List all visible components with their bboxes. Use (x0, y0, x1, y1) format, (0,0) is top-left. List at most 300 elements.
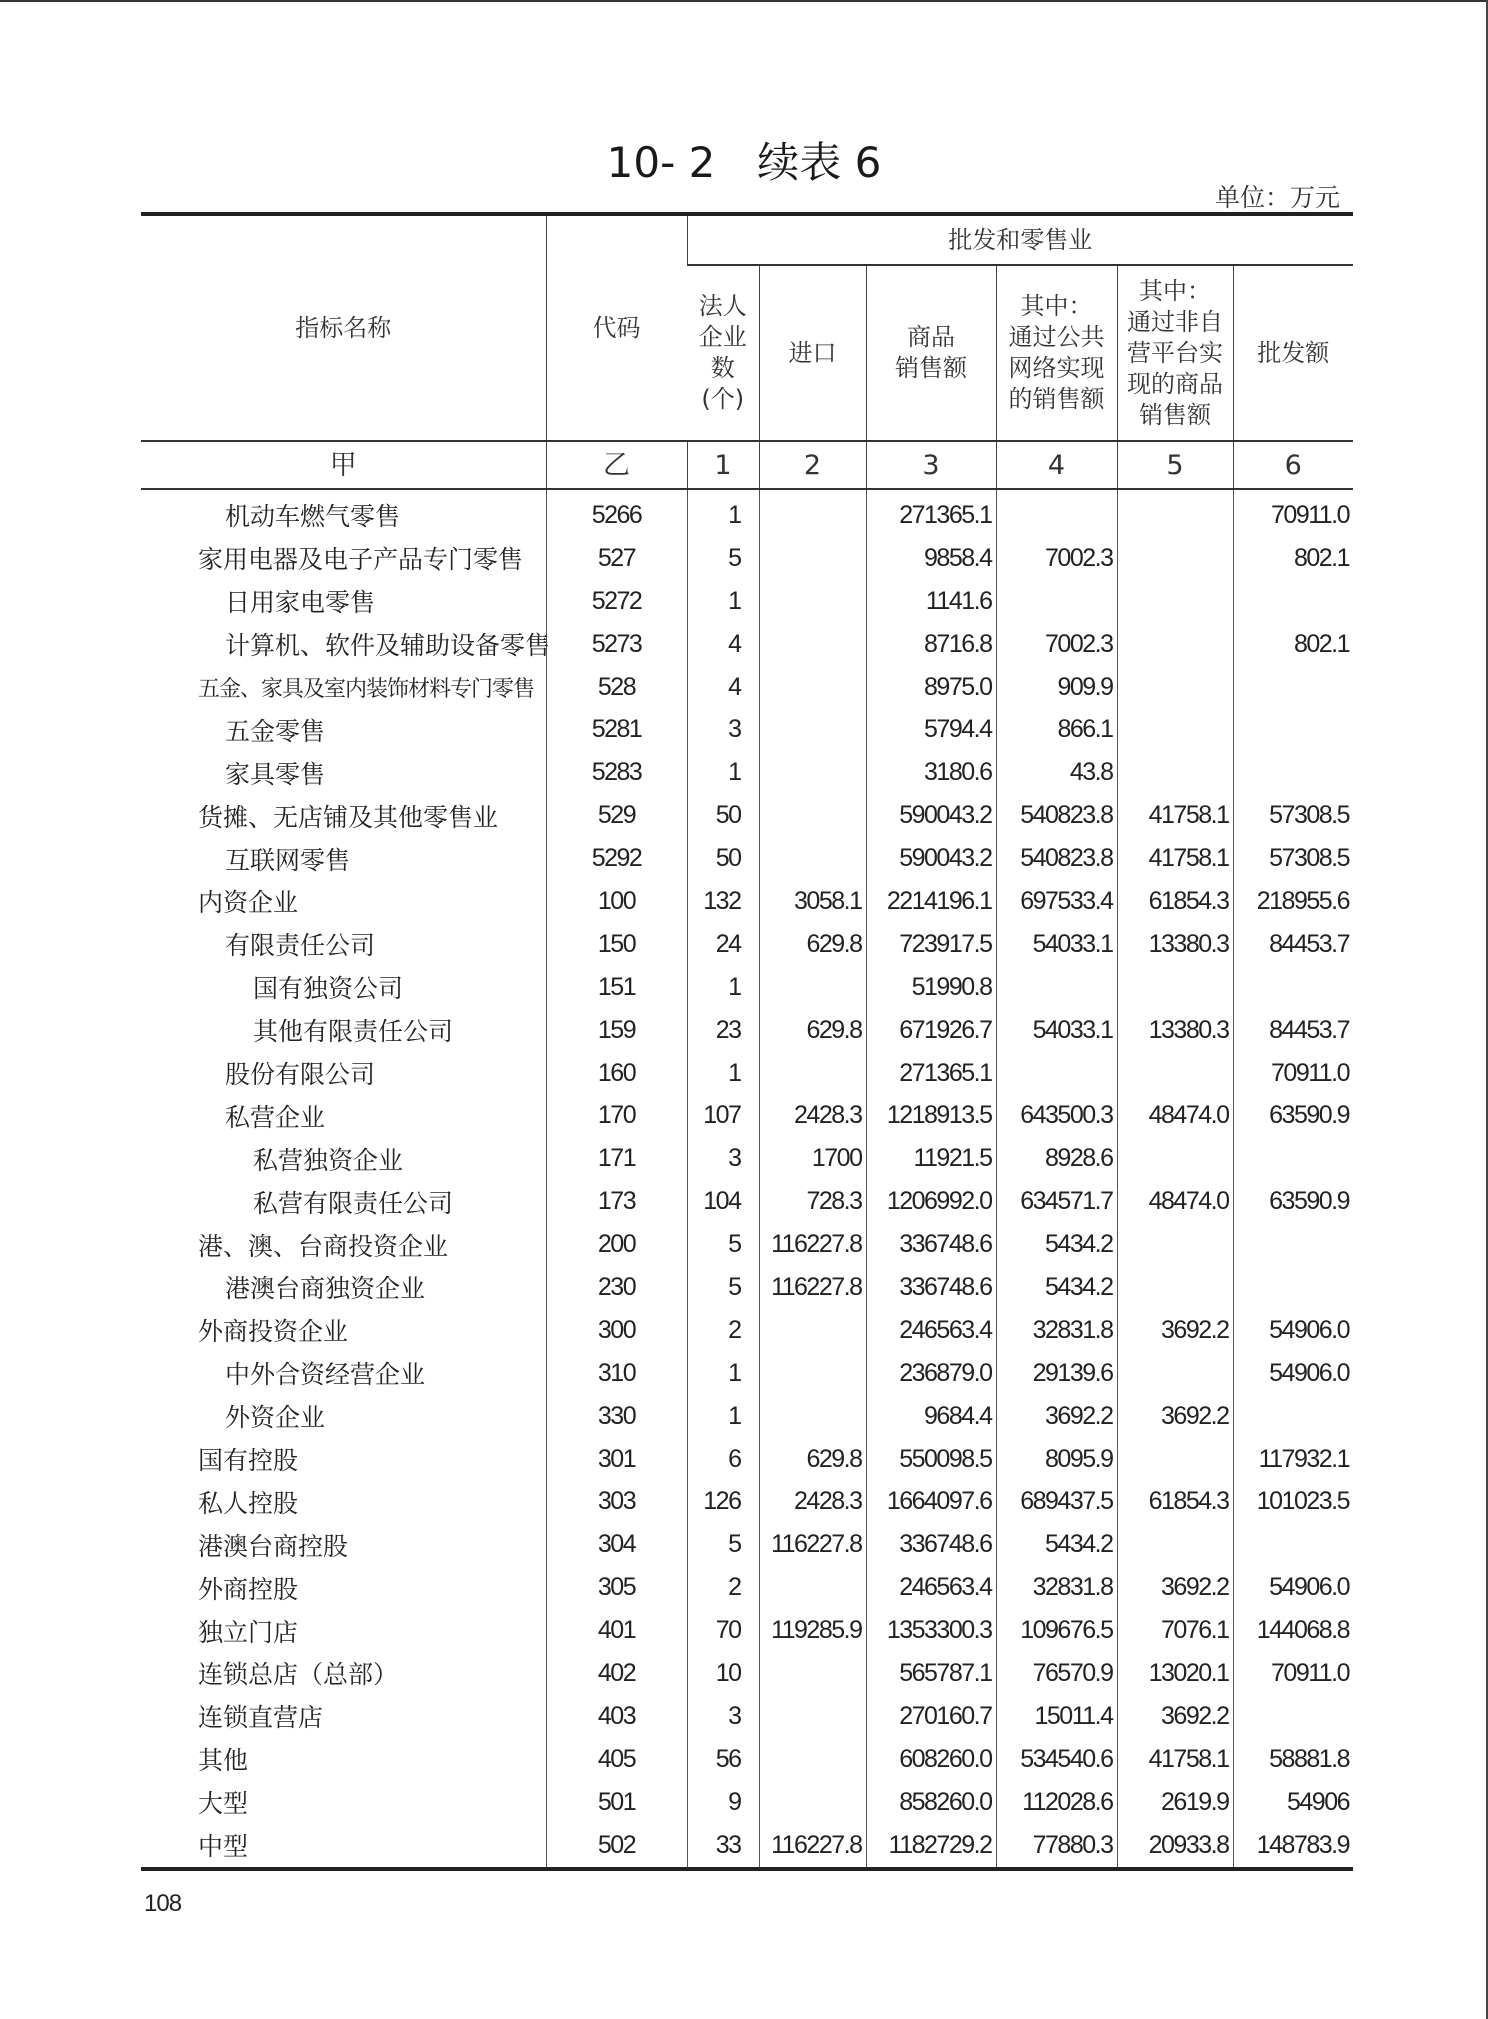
cell-col-5: 3692.2 (1117, 1395, 1233, 1438)
cell-col-3: 608260.0 (866, 1738, 996, 1781)
header-online-sales (996, 265, 1117, 441)
table-row (141, 880, 1353, 923)
cell-col-2: 728.3 (759, 1180, 866, 1223)
cell-col-1: 126 (687, 1480, 759, 1523)
cell-col-6: 802.1 (1233, 623, 1353, 666)
cell-col-3: 246563.4 (866, 1566, 996, 1609)
cell-col-4: 32831.8 (996, 1566, 1117, 1609)
header-line: 营平台实 (1127, 338, 1223, 367)
cell-col-6: 54906.0 (1233, 1566, 1353, 1609)
cell-col-4: 77880.3 (996, 1824, 1117, 1869)
cell-col-1: 24 (687, 923, 759, 966)
cell-col-6 (1233, 708, 1353, 751)
index-cell: 甲 (141, 441, 546, 489)
table-row (141, 1137, 1353, 1180)
table-row (141, 751, 1353, 794)
cell-col-6 (1233, 1695, 1353, 1738)
row-name: 国有独资公司 (253, 974, 404, 1004)
cell-col-3: 271365.1 (866, 1052, 996, 1095)
row-code: 527 (546, 537, 687, 580)
table-row (141, 923, 1353, 966)
row-name: 外商控股 (198, 1574, 299, 1604)
cell-col-3: 51990.8 (866, 966, 996, 1009)
header-line: 销售额 (895, 354, 967, 382)
header-code: 代码 (546, 214, 687, 441)
row-name: 其他有限责任公司 (253, 1017, 454, 1047)
cell-col-1: 4 (687, 666, 759, 709)
statistics-table (141, 212, 1353, 1871)
row-name: 连锁直营店 (198, 1703, 324, 1733)
cell-col-3: 590043.2 (866, 837, 996, 880)
cell-col-2 (759, 1566, 866, 1609)
table-row (141, 1309, 1353, 1352)
cell-col-3: 2214196.1 (866, 880, 996, 923)
row-name: 港澳台商独资企业 (225, 1274, 426, 1304)
table-row (141, 966, 1353, 1009)
cell-col-1: 3 (687, 708, 759, 751)
cell-col-3: 9858.4 (866, 537, 996, 580)
row-name: 计算机、软件及辅助设备零售 (225, 631, 551, 661)
cell-col-1: 50 (687, 794, 759, 837)
cell-col-5 (1117, 489, 1233, 537)
header-line: 数 (710, 354, 735, 382)
cell-col-5: 41758.1 (1117, 794, 1233, 837)
row-code: 528 (546, 666, 687, 709)
row-name: 私营独资企业 (253, 1145, 404, 1175)
cell-col-2: 3058.1 (759, 880, 866, 923)
cell-col-3: 270160.7 (866, 1695, 996, 1738)
table-header (141, 214, 1353, 489)
cell-col-1: 1 (687, 751, 759, 794)
table-row (141, 666, 1353, 709)
cell-col-3: 858260.0 (866, 1781, 996, 1824)
cell-col-2 (759, 580, 866, 623)
cell-col-2: 629.8 (759, 1438, 866, 1481)
cell-col-4: 534540.6 (996, 1738, 1117, 1781)
cell-col-1: 5 (687, 1223, 759, 1266)
cell-col-4: 540823.8 (996, 837, 1117, 880)
cell-col-1: 5 (687, 1523, 759, 1566)
cell-col-2: 2428.3 (759, 1480, 866, 1523)
cell-col-5 (1117, 1223, 1233, 1266)
table-row (141, 537, 1353, 580)
cell-col-4: 29139.6 (996, 1352, 1117, 1395)
index-cell: 1 (687, 441, 759, 489)
cell-col-2 (759, 1052, 866, 1095)
cell-col-6 (1233, 1266, 1353, 1309)
cell-col-3: 8716.8 (866, 623, 996, 666)
table-row (141, 1824, 1353, 1869)
header-platform-sales (1117, 265, 1233, 441)
row-code: 5292 (546, 837, 687, 880)
cell-col-1: 2 (687, 1309, 759, 1352)
row-code: 5273 (546, 623, 687, 666)
row-code: 151 (546, 966, 687, 1009)
cell-col-2 (759, 666, 866, 709)
cell-col-4: 109676.5 (996, 1609, 1117, 1652)
cell-col-1: 2 (687, 1566, 759, 1609)
header-indicator-name: 指标名称 (141, 214, 546, 441)
header-line: 法人 (698, 292, 747, 320)
cell-col-2 (759, 1738, 866, 1781)
row-code: 200 (546, 1223, 687, 1266)
cell-col-6 (1233, 666, 1353, 709)
cell-col-5: 3692.2 (1117, 1566, 1233, 1609)
cell-col-3: 1664097.6 (866, 1480, 996, 1523)
table-row (141, 1009, 1353, 1052)
cell-col-4: 8928.6 (996, 1137, 1117, 1180)
row-code: 502 (546, 1824, 687, 1869)
cell-col-3: 1206992.0 (866, 1180, 996, 1223)
row-code: 5266 (546, 489, 687, 537)
cell-col-4: 634571.7 (996, 1180, 1117, 1223)
header-wholesale (1233, 265, 1353, 441)
table-row (141, 1180, 1353, 1223)
row-code: 403 (546, 1695, 687, 1738)
cell-col-4: 15011.4 (996, 1695, 1117, 1738)
header-line: 商品 (907, 323, 955, 351)
cell-col-6: 57308.5 (1233, 837, 1353, 880)
cell-col-5 (1117, 1266, 1233, 1309)
unit-label: 单位：万元 (1214, 183, 1340, 212)
row-name: 家具零售 (225, 759, 326, 789)
header-line: 批发额 (1257, 338, 1330, 367)
cell-col-2 (759, 708, 866, 751)
index-cell: 6 (1233, 441, 1353, 489)
cell-col-4: 112028.6 (996, 1781, 1117, 1824)
cell-col-5 (1117, 666, 1233, 709)
header-line: (个) (701, 385, 745, 413)
cell-col-5 (1117, 708, 1233, 751)
row-name: 内资企业 (198, 888, 299, 918)
header-sales (866, 265, 996, 441)
row-code: 305 (546, 1566, 687, 1609)
cell-col-1: 5 (687, 1266, 759, 1309)
cell-col-3: 246563.4 (866, 1309, 996, 1352)
cell-col-5: 13380.3 (1117, 1009, 1233, 1052)
cell-col-3: 565787.1 (866, 1652, 996, 1695)
row-name: 五金零售 (225, 716, 326, 746)
header-line: 其中： (1139, 276, 1211, 305)
cell-col-6: 117932.1 (1233, 1438, 1353, 1481)
cell-col-3: 336748.6 (866, 1266, 996, 1309)
cell-col-4: 32831.8 (996, 1309, 1117, 1352)
cell-col-5: 41758.1 (1117, 837, 1233, 880)
table-row (141, 794, 1353, 837)
row-name: 大型 (198, 1789, 249, 1819)
cell-col-1: 3 (687, 1695, 759, 1738)
row-code: 310 (546, 1352, 687, 1395)
cell-col-5: 20933.8 (1117, 1824, 1233, 1869)
cell-col-5: 3692.2 (1117, 1695, 1233, 1738)
row-name: 有限责任公司 (225, 931, 376, 961)
cell-col-5: 13380.3 (1117, 923, 1233, 966)
cell-col-3: 5794.4 (866, 708, 996, 751)
cell-col-6: 57308.5 (1233, 794, 1353, 837)
header-line: 企业 (698, 323, 747, 351)
row-name: 互联网零售 (225, 845, 351, 875)
table-row (141, 1781, 1353, 1824)
cell-col-6: 58881.8 (1233, 1738, 1353, 1781)
header-line: 的销售额 (1008, 385, 1105, 413)
cell-col-2: 2428.3 (759, 1094, 866, 1137)
cell-col-2 (759, 751, 866, 794)
cell-col-6: 70911.0 (1233, 1052, 1353, 1095)
cell-col-6: 101023.5 (1233, 1480, 1353, 1523)
cell-col-4 (996, 1052, 1117, 1095)
row-code: 230 (546, 1266, 687, 1309)
row-code: 304 (546, 1523, 687, 1566)
cell-col-1: 1 (687, 1352, 759, 1395)
cell-col-5 (1117, 1052, 1233, 1095)
cell-col-6: 70911.0 (1233, 489, 1353, 537)
row-name: 机动车燃气零售 (225, 502, 401, 532)
row-code: 303 (546, 1480, 687, 1523)
header-line: 其中： (1020, 292, 1093, 320)
cell-col-2: 116227.8 (759, 1223, 866, 1266)
cell-col-2 (759, 1395, 866, 1438)
cell-col-1: 9 (687, 1781, 759, 1824)
cell-col-3: 236879.0 (866, 1352, 996, 1395)
row-code: 301 (546, 1438, 687, 1481)
row-name: 连锁总店（总部） (198, 1660, 399, 1690)
header-line: 进口 (788, 338, 837, 367)
table-row (141, 1652, 1353, 1695)
row-name: 货摊、无店铺及其他零售业 (198, 802, 499, 832)
cell-col-5: 61854.3 (1117, 1480, 1233, 1523)
cell-col-6: 63590.9 (1233, 1180, 1353, 1223)
cell-col-4: 909.9 (996, 666, 1117, 709)
table-row (141, 1695, 1353, 1738)
table-row (141, 1094, 1353, 1137)
cell-col-2: 1700 (759, 1137, 866, 1180)
row-code: 173 (546, 1180, 687, 1223)
cell-col-3: 1353300.3 (866, 1609, 996, 1652)
cell-col-5: 13020.1 (1117, 1652, 1233, 1695)
cell-col-6 (1233, 1223, 1353, 1266)
cell-col-3: 8975.0 (866, 666, 996, 709)
row-code: 171 (546, 1137, 687, 1180)
cell-col-2 (759, 489, 866, 537)
table-body (141, 489, 1353, 1869)
cell-col-2 (759, 837, 866, 880)
cell-col-4: 5434.2 (996, 1223, 1117, 1266)
row-code: 5281 (546, 708, 687, 751)
cell-col-2 (759, 966, 866, 1009)
table-row (141, 837, 1353, 880)
cell-col-3: 723917.5 (866, 923, 996, 966)
index-cell: 5 (1117, 441, 1233, 489)
cell-col-3: 11921.5 (866, 1137, 996, 1180)
row-name: 外商投资企业 (198, 1317, 349, 1347)
cell-col-6 (1233, 1395, 1353, 1438)
header-line: 通过公共 (1008, 323, 1105, 351)
table-row (141, 1438, 1353, 1481)
row-code: 5272 (546, 580, 687, 623)
index-cell: 乙 (546, 441, 687, 489)
cell-col-6 (1233, 1523, 1353, 1566)
index-cell: 4 (996, 441, 1117, 489)
cell-col-2: 116227.8 (759, 1523, 866, 1566)
cell-col-3: 336748.6 (866, 1223, 996, 1266)
row-name: 中型 (141, 1824, 546, 1869)
cell-col-2 (759, 1695, 866, 1738)
cell-col-6 (1233, 580, 1353, 623)
cell-col-1: 23 (687, 1009, 759, 1052)
cell-col-5 (1117, 751, 1233, 794)
table-row (141, 1523, 1353, 1566)
cell-col-3: 271365.1 (866, 489, 996, 537)
row-name: 私营企业 (225, 1102, 326, 1132)
cell-col-4: 54033.1 (996, 923, 1117, 966)
cell-col-4: 7002.3 (996, 537, 1117, 580)
row-code: 405 (546, 1738, 687, 1781)
table-row (141, 1395, 1353, 1438)
cell-col-3: 1218913.5 (866, 1094, 996, 1137)
row-name: 日用家电零售 (225, 588, 376, 618)
cell-col-5: 2619.9 (1117, 1781, 1233, 1824)
cell-col-4: 540823.8 (996, 794, 1117, 837)
row-code: 5283 (546, 751, 687, 794)
row-name: 股份有限公司 (225, 1060, 376, 1090)
cell-col-2: 119285.9 (759, 1609, 866, 1652)
table-row (141, 1566, 1353, 1609)
table-row (141, 489, 1353, 537)
table-row (141, 708, 1353, 751)
row-name: 私营有限责任公司 (253, 1188, 454, 1218)
table-row (141, 1266, 1353, 1309)
row-name: 中外合资经营企业 (225, 1360, 426, 1390)
table-row (141, 1609, 1353, 1652)
cell-col-4: 643500.3 (996, 1094, 1117, 1137)
cell-col-6: 218955.6 (1233, 880, 1353, 923)
header-line: 销售额 (1139, 400, 1211, 429)
cell-col-5: 48474.0 (1117, 1094, 1233, 1137)
cell-col-4: 689437.5 (996, 1480, 1117, 1523)
row-code: 170 (546, 1094, 687, 1137)
row-name: 五金、家具及室内装饰材料专门零售 (198, 676, 535, 702)
cell-col-3: 671926.7 (866, 1009, 996, 1052)
row-code: 159 (546, 1009, 687, 1052)
header-legal-entity-count (687, 265, 759, 441)
row-name: 家用电器及电子产品专门零售 (198, 545, 524, 575)
cell-col-5 (1117, 1137, 1233, 1180)
cell-col-5: 41758.1 (1117, 1738, 1233, 1781)
row-code: 529 (546, 794, 687, 837)
cell-col-1: 70 (687, 1609, 759, 1652)
cell-col-3: 336748.6 (866, 1523, 996, 1566)
cell-col-4: 43.8 (996, 751, 1117, 794)
cell-col-2 (759, 1652, 866, 1695)
table-row (141, 1352, 1353, 1395)
cell-col-2 (759, 1352, 866, 1395)
row-name: 外资企业 (225, 1403, 326, 1433)
cell-col-1: 1 (687, 1052, 759, 1095)
cell-col-1: 1 (687, 489, 759, 537)
cell-col-5 (1117, 1438, 1233, 1481)
cell-col-1: 56 (687, 1738, 759, 1781)
cell-col-1: 1 (687, 966, 759, 1009)
row-name: 独立门店 (198, 1617, 299, 1647)
row-code: 100 (546, 880, 687, 923)
cell-col-6 (1233, 966, 1353, 1009)
cell-col-6: 54906.0 (1233, 1352, 1353, 1395)
row-name: 其他 (198, 1746, 249, 1776)
cell-col-1: 6 (687, 1438, 759, 1481)
cell-col-3: 590043.2 (866, 794, 996, 837)
page-top-edge (0, 0, 1488, 2)
cell-col-5 (1117, 580, 1233, 623)
cell-col-6: 84453.7 (1233, 1009, 1353, 1052)
cell-col-1: 5 (687, 537, 759, 580)
row-code: 300 (546, 1309, 687, 1352)
row-name: 港、澳、台商投资企业 (198, 1231, 449, 1261)
cell-col-4: 76570.9 (996, 1652, 1117, 1695)
header-line: 通过非自 (1127, 307, 1223, 336)
cell-col-1: 132 (687, 880, 759, 923)
cell-col-2 (759, 1309, 866, 1352)
table-row (141, 1480, 1353, 1523)
cell-col-1: 3 (687, 1137, 759, 1180)
cell-col-5 (1117, 966, 1233, 1009)
cell-col-6: 70911.0 (1233, 1652, 1353, 1695)
index-cell: 3 (866, 441, 996, 489)
cell-col-6: 148783.9 (1233, 1824, 1353, 1869)
table-title: 10- 2 续表 6 (606, 138, 882, 187)
cell-col-1: 33 (687, 1824, 759, 1869)
row-code: 402 (546, 1652, 687, 1695)
cell-col-5: 7076.1 (1117, 1609, 1233, 1652)
table-row (141, 1223, 1353, 1266)
cell-col-6: 63590.9 (1233, 1094, 1353, 1137)
row-code: 401 (546, 1609, 687, 1652)
cell-col-2: 116227.8 (759, 1266, 866, 1309)
cell-col-1: 104 (687, 1180, 759, 1223)
cell-col-1: 4 (687, 623, 759, 666)
row-name: 私人控股 (198, 1488, 299, 1518)
cell-col-4: 8095.9 (996, 1438, 1117, 1481)
cell-col-1: 50 (687, 837, 759, 880)
cell-col-2 (759, 537, 866, 580)
cell-col-2: 116227.8 (759, 1824, 866, 1869)
cell-col-2 (759, 623, 866, 666)
table-row (141, 1052, 1353, 1095)
cell-col-4 (996, 580, 1117, 623)
cell-col-4: 866.1 (996, 708, 1117, 751)
cell-col-6 (1233, 751, 1353, 794)
cell-col-1: 1 (687, 580, 759, 623)
row-name: 国有控股 (198, 1446, 299, 1476)
cell-col-6: 802.1 (1233, 537, 1353, 580)
cell-col-1: 1 (687, 1395, 759, 1438)
header-line: 网络实现 (1008, 354, 1105, 382)
cell-col-5 (1117, 1523, 1233, 1566)
cell-col-3: 3180.6 (866, 751, 996, 794)
row-code: 501 (546, 1781, 687, 1824)
header-import (759, 265, 866, 441)
cell-col-1: 10 (687, 1652, 759, 1695)
cell-col-6: 54906 (1233, 1781, 1353, 1824)
cell-col-2 (759, 794, 866, 837)
cell-col-5 (1117, 537, 1233, 580)
cell-col-4 (996, 966, 1117, 1009)
cell-col-5 (1117, 1352, 1233, 1395)
cell-col-3: 1182729.2 (866, 1824, 996, 1869)
cell-col-6: 54906.0 (1233, 1309, 1353, 1352)
cell-col-5 (1117, 623, 1233, 666)
cell-col-6: 84453.7 (1233, 923, 1353, 966)
cell-col-1: 107 (687, 1094, 759, 1137)
